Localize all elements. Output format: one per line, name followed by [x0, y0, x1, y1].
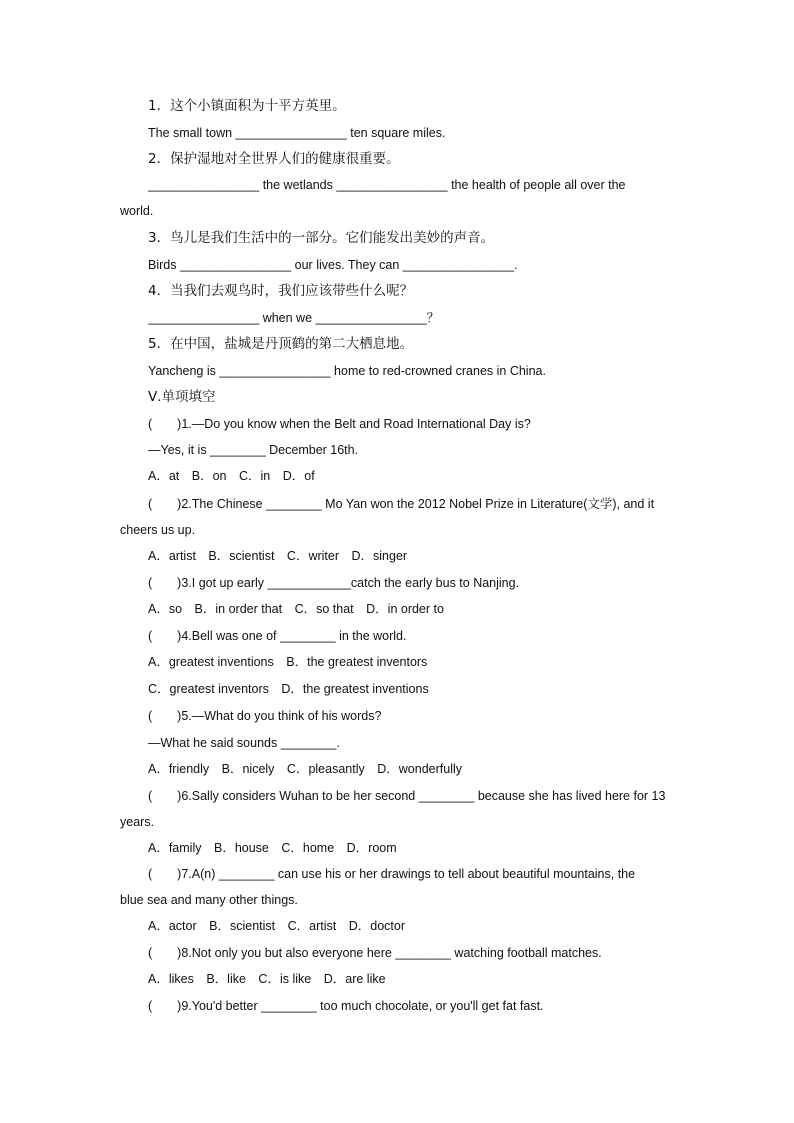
question-1-line-2: —Yes, it is ________ December 16th.	[148, 443, 359, 457]
question-3: ( )3.I got up early ____________catch the early bus to Nanjing.	[148, 576, 520, 590]
question-5: ( )5.—What do you think of his words?	[148, 709, 382, 723]
section-v-heading: Ⅴ.单项填空	[148, 389, 216, 405]
translation-3-chinese: 3．鸟儿是我们生活中的一部分。它们能发出美妙的声音。	[148, 230, 495, 246]
question-5-options: A．friendly B．nicely C．pleasantly D．wonderfully	[148, 762, 462, 776]
translation-2-english	[148, 177, 674, 193]
translation-4-english: ________________ when we ________________？	[148, 311, 440, 325]
question-8-options: A．likes B．like C．is like D．are like	[148, 972, 386, 986]
question-9: ( )9.You'd better ________ too much chocolate, or you'll get fat fast.	[148, 999, 544, 1013]
question-4-options-1: A．greatest inventions B．the greatest inventors	[148, 655, 428, 669]
question-1-options: A．at B．on C．in D．of	[148, 469, 315, 483]
translation-1-chinese: 1．这个小镇面积为十平方英里。	[148, 98, 346, 114]
translation-4-chinese: 4．当我们去观鸟时，我们应该带些什么呢？	[148, 283, 414, 299]
question-8: ( )8.Not only you but also everyone here ________ watching football matches.	[148, 946, 602, 960]
translation-5-english: Yancheng is ________________ home to red-crowned cranes in China.	[148, 364, 546, 378]
question-2-options: A．artist B．scientist C．writer D．singer	[148, 549, 408, 563]
translation-2-english-text: ________________ the wetlands ________________ the health of people all over the	[148, 178, 626, 192]
question-5-line-2: —What he said sounds ________.	[148, 736, 340, 750]
question-7-options: A．actor B．scientist C．artist D．doctor	[148, 919, 406, 933]
question-7: ( )7.A(n) ________ can use his or her drawings to tell about beautiful mountains, the	[148, 867, 636, 881]
question-6: ( )6.Sally considers Wuhan to be her second ________ because she has lived here for 13	[148, 789, 666, 803]
question-7-cont: blue sea and many other things.	[120, 893, 298, 907]
translation-2-english-cont: world.	[120, 204, 154, 218]
translation-2-chinese: 2．保护湿地对全世界人们的健康很重要。	[148, 151, 400, 167]
question-3-options: A．so B．in order that C．so that D．in order to	[148, 602, 444, 616]
translation-5-chinese: 5．在中国，盐城是丹顶鹤的第二大栖息地。	[148, 336, 414, 352]
question-4: ( )4.Bell was one of ________ in the world.	[148, 629, 407, 643]
question-4-options-2: C．greatest inventors D．the greatest inventions	[148, 682, 429, 696]
question-6-options: A．family B．house C．home D．room	[148, 841, 397, 855]
question-1: ( )1.—Do you know when the Belt and Road International Day is?	[148, 417, 531, 431]
translation-1-english: The small town ________________ ten square miles.	[148, 126, 446, 140]
question-2: ( )2.The Chinese ________ Mo Yan won the 2012 Nobel Prize in Literature(文学), and it	[148, 497, 655, 511]
question-6-cont: years.	[120, 815, 155, 829]
translation-3-english: Birds ________________ our lives. They can ________________.	[148, 258, 518, 272]
question-2-cont: cheers us up.	[120, 523, 196, 537]
